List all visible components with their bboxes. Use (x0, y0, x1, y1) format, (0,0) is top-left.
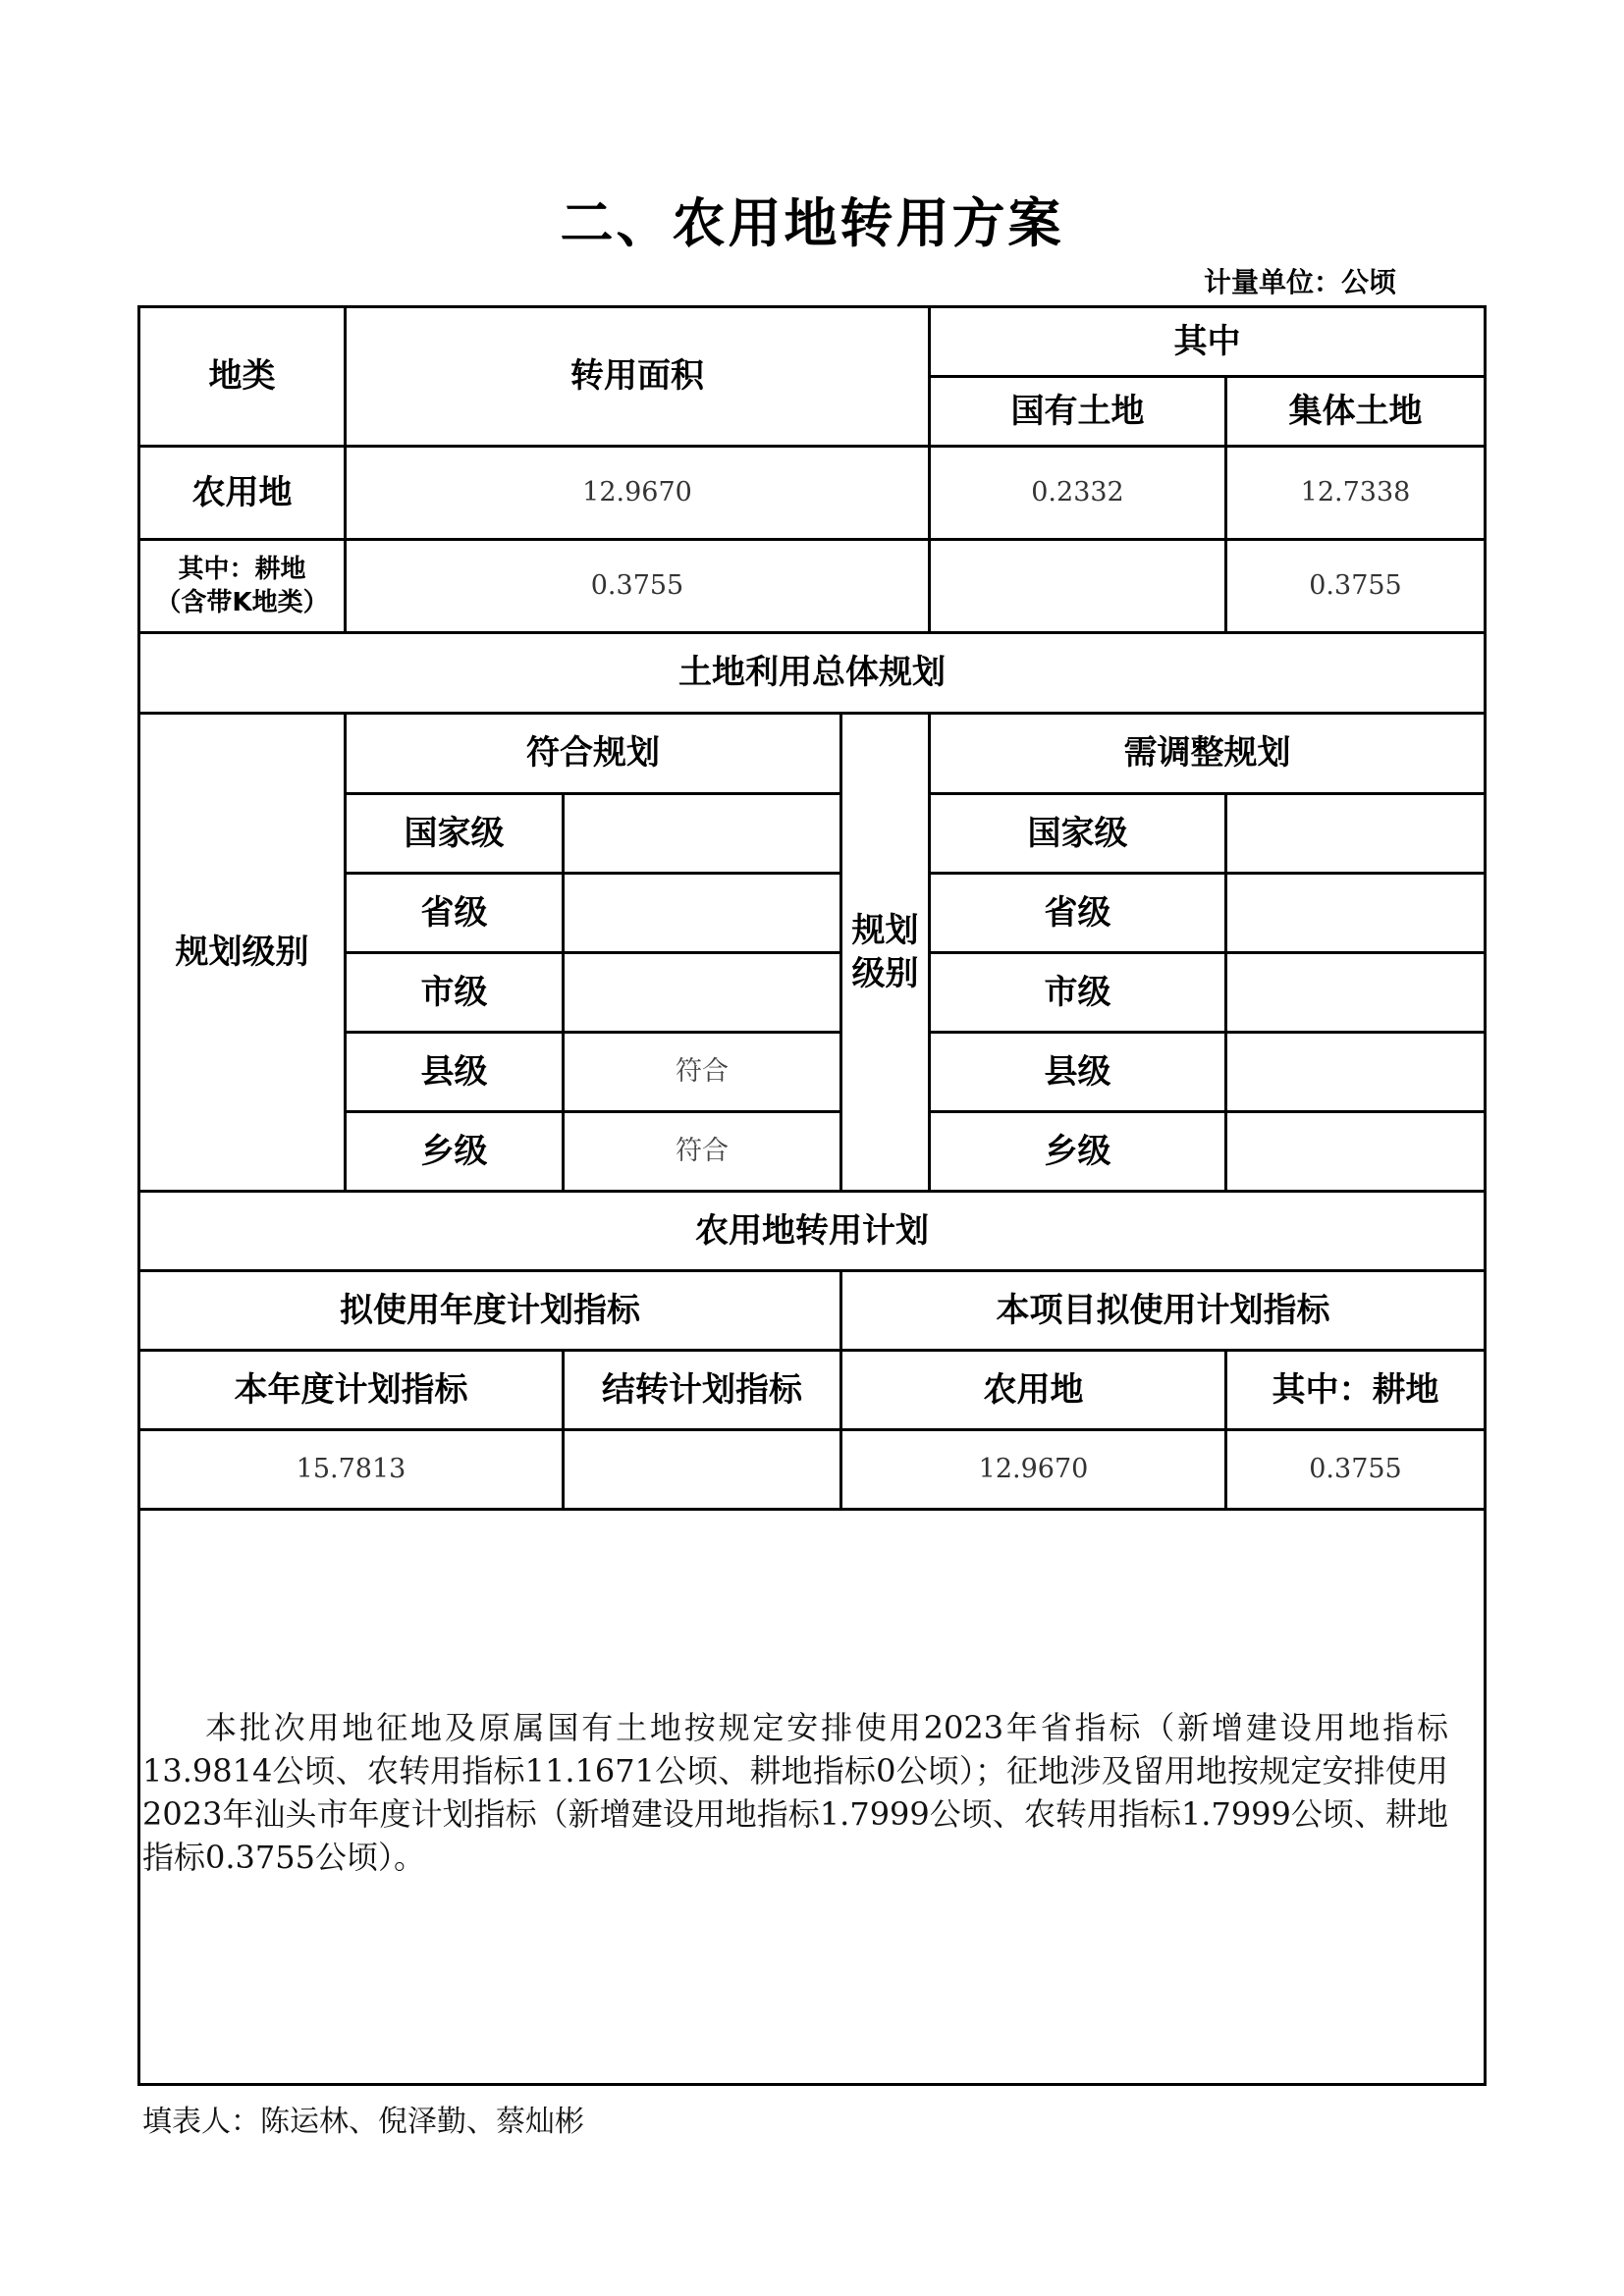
compliant-value-provincial (565, 875, 842, 954)
section-title-conversion-plan: 农用地转用计划 (140, 1193, 1484, 1272)
cultivated-label-line2: （含带K地类） (155, 588, 329, 617)
left-level-township: 乡级 (347, 1113, 565, 1193)
cultivated-land-area: 0.3755 (347, 541, 931, 634)
right-level-municipal: 市级 (931, 954, 1227, 1034)
right-level-township: 乡级 (931, 1113, 1227, 1193)
agricultural-land-collective: 12.7338 (1227, 448, 1484, 541)
right-level-county: 县级 (931, 1034, 1227, 1113)
left-planning-level-label: 规划级别 (140, 715, 347, 1193)
row-label-agricultural-land: 农用地 (140, 448, 347, 541)
row-label-cultivated-land (140, 541, 347, 634)
header-conversion-area: 转用面积 (347, 308, 931, 448)
this-year-index-value: 15.7813 (140, 1431, 565, 1511)
compliant-value-national (565, 795, 842, 875)
adjust-value-county (1227, 1034, 1484, 1113)
cultivated-land-collective: 0.3755 (1227, 541, 1484, 634)
cultivated-index-value: 0.3755 (1227, 1431, 1484, 1511)
header-farmland: 农用地 (842, 1352, 1227, 1431)
right-planning-level-label: 规划级别 (842, 715, 931, 1193)
agricultural-land-area: 12.9670 (347, 448, 931, 541)
carryover-index-value (565, 1431, 842, 1511)
page-title: 二、农用地转用方案 (560, 192, 1064, 254)
agricultural-land-state: 0.2332 (931, 448, 1227, 541)
farmland-index-value: 12.9670 (842, 1431, 1227, 1511)
header-carryover-index: 结转计划指标 (565, 1352, 842, 1431)
compliant-value-municipal (565, 954, 842, 1034)
adjust-value-provincial (1227, 875, 1484, 954)
left-level-county: 县级 (347, 1034, 565, 1113)
filled-by: 填表人：陈运林、倪泽勤、蔡灿彬 (142, 2105, 584, 2139)
header-cultivated: 其中：耕地 (1227, 1352, 1484, 1431)
compliant-value-township: 符合 (565, 1113, 842, 1193)
left-level-provincial: 省级 (347, 875, 565, 954)
cultivated-land-state (931, 541, 1227, 634)
header-adjust-plan: 需调整规划 (931, 715, 1484, 795)
header-state-land: 国有土地 (931, 378, 1227, 448)
header-of-which: 其中 (931, 308, 1484, 378)
adjust-value-national (1227, 795, 1484, 875)
right-level-provincial: 省级 (931, 875, 1227, 954)
remarks-paragraph: 本批次用地征地及原属国有土地按规定安排使用2023年省指标（新增建设用地指标13.9814公顷、农转用指标11.1671公顷、耕地指标0公顷）；征地涉及留用地按规定安排使用2023年汕头市年度计划指标（新增建设用地指标1.7999公顷、农转用指标1.7999公顷、耕地指标0.3755公顷）。 (142, 1709, 1448, 1876)
measurement-unit: 计量单位：公顷 (1203, 266, 1396, 298)
header-collective-land: 集体土地 (1227, 378, 1484, 448)
header-project-plan-index: 本项目拟使用计划指标 (842, 1272, 1484, 1352)
adjust-value-township (1227, 1113, 1484, 1193)
left-level-municipal: 市级 (347, 954, 565, 1034)
section-title-land-use-plan: 土地利用总体规划 (140, 634, 1484, 715)
header-land-type: 地类 (140, 308, 347, 448)
right-level-national: 国家级 (931, 795, 1227, 875)
compliant-value-county: 符合 (565, 1034, 842, 1113)
adjust-value-municipal (1227, 954, 1484, 1034)
header-this-year-index: 本年度计划指标 (140, 1352, 565, 1431)
header-compliant-plan: 符合规划 (347, 715, 842, 795)
cultivated-label-line1: 其中：耕地 (178, 555, 306, 584)
left-level-national: 国家级 (347, 795, 565, 875)
header-annual-plan-index: 拟使用年度计划指标 (140, 1272, 842, 1352)
